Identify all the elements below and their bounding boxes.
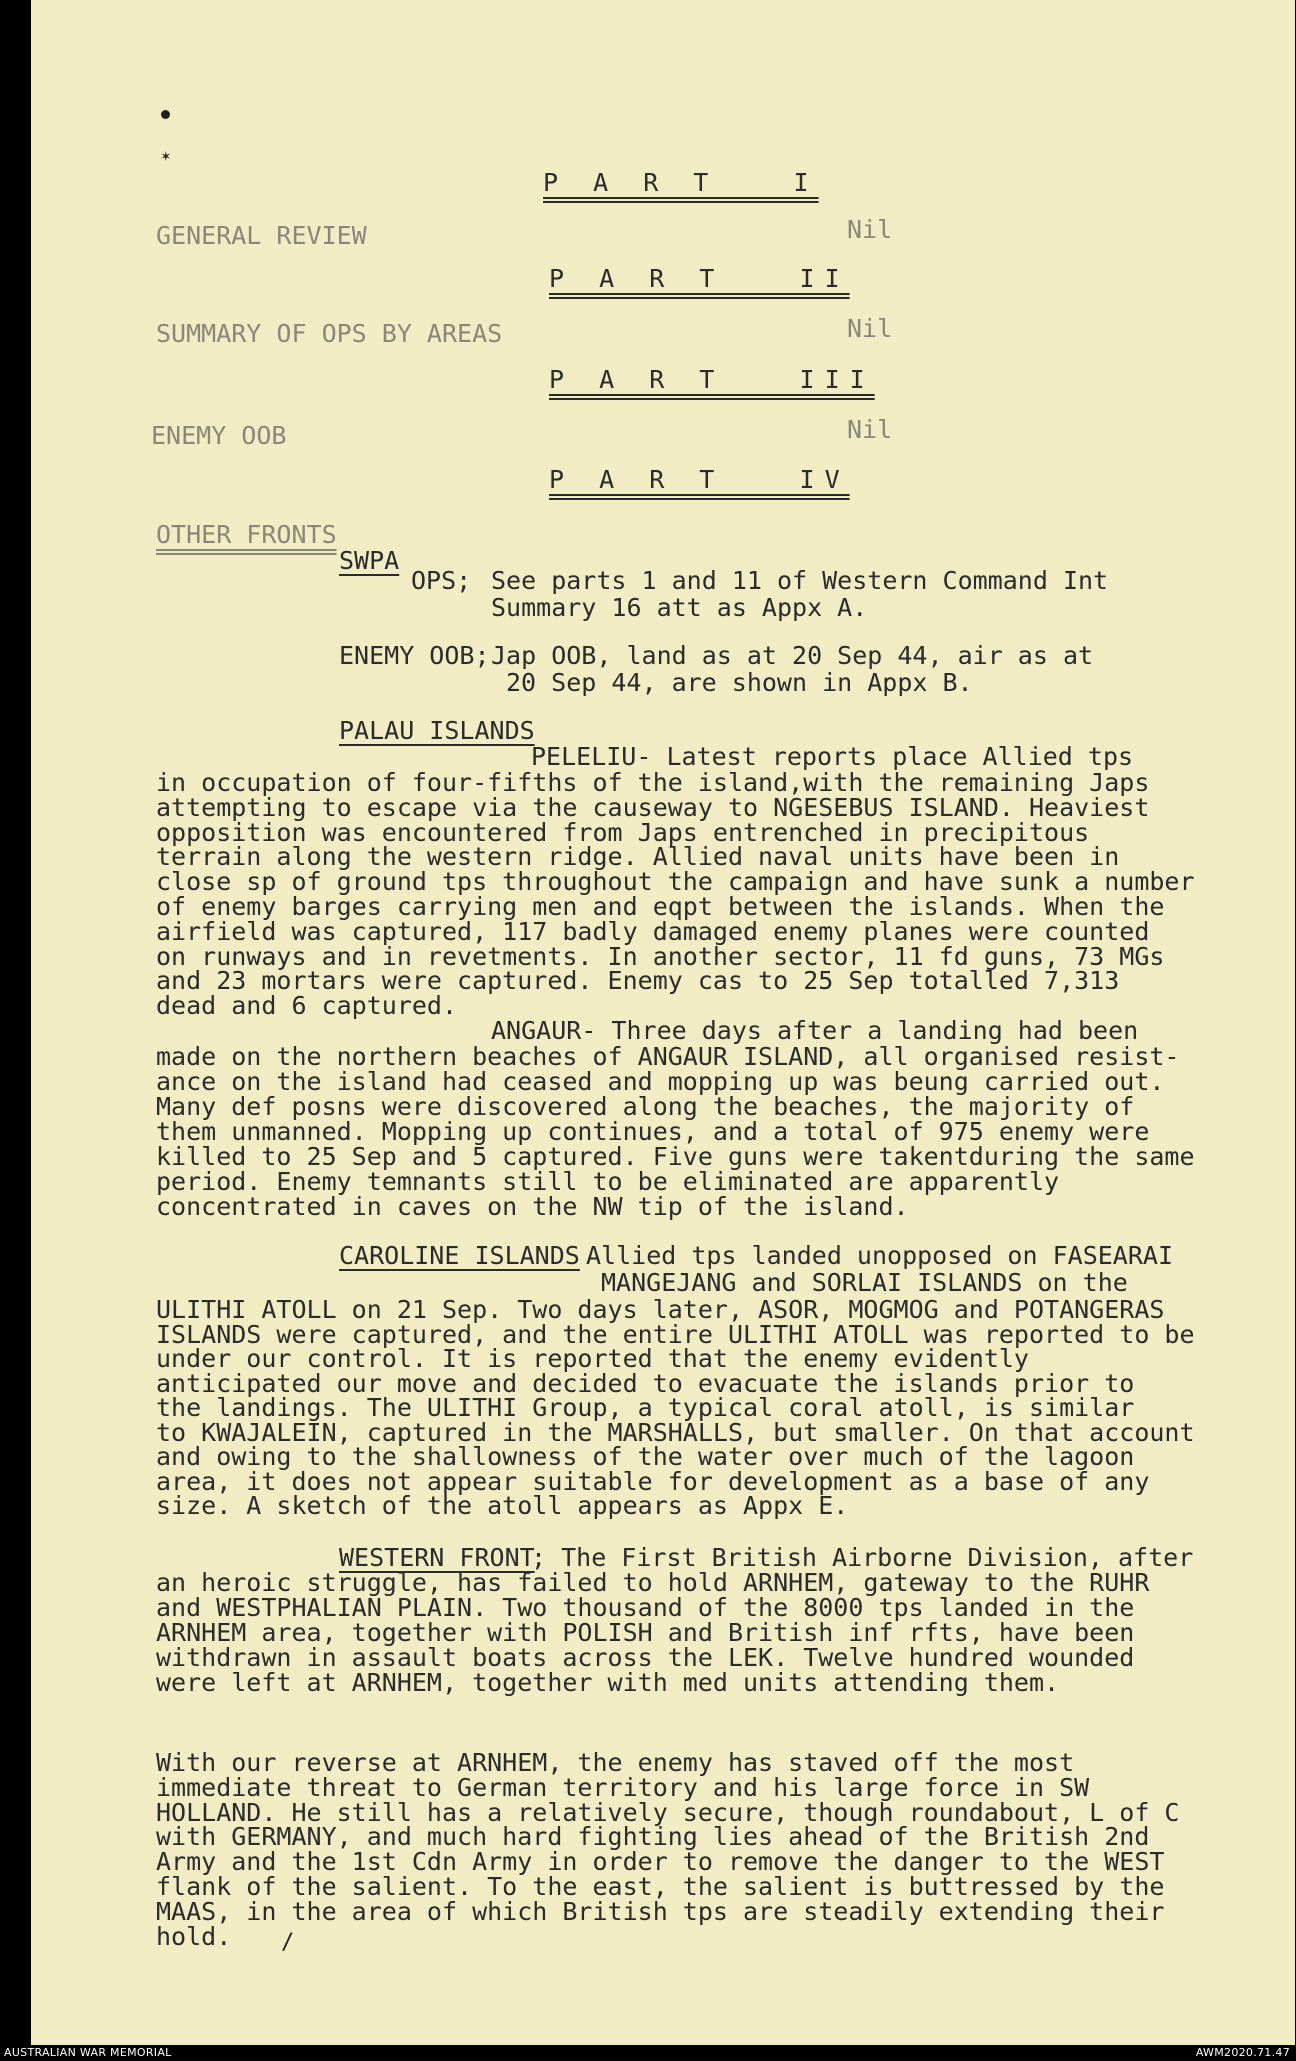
- peleliu-line: close sp of ground tps throughout the campaign and have sunk a number: [156, 867, 1195, 897]
- caroline-line: ULITHI ATOLL on 21 Sep. Two days later, ASOR, MOGMOG and POTANGERAS: [156, 1295, 1165, 1324]
- footer-left-text: AUSTRALIAN WAR MEMORIAL: [4, 2046, 172, 2059]
- western-line: ARNHEM area, together with POLISH and British inf rfts, have been: [156, 1618, 1135, 1647]
- angaur-line: them unmanned. Mopping up continues, and a total of 975 enemy were: [156, 1117, 1150, 1146]
- caroline-line: under our control. It is reported that the enemy evidently: [156, 1344, 1029, 1373]
- palau-heading: PALAU ISLANDS: [339, 716, 535, 745]
- ink-star-mark: ✶: [161, 146, 171, 165]
- peleliu-line: on runways and in revetments. In another sector, 11 fd guns, 73 MGs: [156, 941, 1165, 971]
- caroline-line: ISLANDS were captured, and the entire ULITHI ATOLL was reported to be: [156, 1319, 1195, 1349]
- caroline-first-line: Allied tps landed unopposed on FASEARAI: [586, 1241, 1173, 1270]
- western-line: were left at ARNHEM, together with med units attending them.: [156, 1668, 1060, 1697]
- peleliu-first-line: PELELIU- Latest reports place Allied tps: [531, 742, 1134, 771]
- swpa-heading: SWPA: [339, 546, 400, 575]
- western-line: an heroic struggle, has failed to hold ARNHEM, gateway to the RUHR: [156, 1568, 1150, 1597]
- peleliu-line: of enemy barges carrying men and eqpt between the islands. When the: [156, 892, 1165, 921]
- western-line: immediate threat to German territory and his large force in SW: [156, 1772, 1090, 1802]
- western-line: Army and the 1st Cdn Army in order to remove the danger to the WEST: [156, 1847, 1165, 1877]
- part-3-value: Nil: [847, 415, 893, 444]
- western-line: flank of the salient. To the east, the salient is buttressed by the: [156, 1872, 1165, 1901]
- peleliu-line: in occupation of four-fifths of the island,with the remaining Japs: [156, 768, 1150, 797]
- western-line: MAAS, in the area of which British tps are steadily extending their: [156, 1896, 1165, 1926]
- angaur-first-line: ANGAUR- Three days after a landing had been: [491, 1016, 1139, 1045]
- peleliu-line: dead and 6 captured.: [156, 991, 458, 1021]
- part-1-value: Nil: [847, 215, 893, 244]
- caroline-line: to KWAJALEIN, captured in the MARSHALLS, but smaller. On that account: [156, 1417, 1195, 1447]
- caroline-line: size. A sketch of the atoll appears as Appx E.: [156, 1491, 849, 1520]
- western-heading: WESTERN FRONT: [339, 1543, 535, 1572]
- western-line: hold.: [156, 1921, 232, 1951]
- swpa-oob-line-2: 20 Sep 44, are shown in Appx B.: [506, 668, 973, 697]
- caroline-line: the landings. The ULITHI Group, a typical coral atoll, is similar: [156, 1393, 1135, 1422]
- western-line: and WESTPHALIAN PLAIN. Two thousand of the 8000 tps landed in the: [156, 1593, 1135, 1622]
- peleliu-line: terrain along the western ridge. Allied naval units have been in: [156, 842, 1120, 872]
- peleliu-line: airfield was captured, 117 badly damaged enemy planes were counted: [156, 916, 1150, 946]
- swpa-ops-label: OPS;: [411, 566, 472, 595]
- western-line: HOLLAND. He still has a relatively secure, though roundabout, L of C: [156, 1797, 1180, 1827]
- angaur-line: concentrated in caves on the NW tip of the island.: [156, 1192, 909, 1221]
- peleliu-line: and 23 mortars were captured. Enemy cas to 25 Sep totalled 7,313: [156, 966, 1120, 996]
- caroline-line: and owing to the shallowness of the water over much of the lagoon: [156, 1442, 1135, 1471]
- caroline-line: anticipated our move and decided to evacuate the islands prior to: [156, 1368, 1135, 1398]
- angaur-line: Many def posns were discovered along the beaches, the majority of: [156, 1092, 1135, 1121]
- western-line: With our reverse at ARNHEM, the enemy has staved off the most: [156, 1748, 1075, 1777]
- angaur-line: made on the northern beaches of ANGAUR ISLAND, all organised resist-: [156, 1042, 1180, 1071]
- caroline-line: area, it does not appear suitable for development as a base of any: [156, 1466, 1150, 1496]
- part-2-heading: P A R T II: [549, 264, 850, 293]
- caroline-second-line: MANGEJANG and SORLAI ISLANDS on the: [601, 1268, 1128, 1297]
- part-1-label: GENERAL REVIEW: [156, 221, 367, 250]
- part-2-value: Nil: [847, 314, 893, 343]
- swpa-oob-line-1: Jap OOB, land as at 20 Sep 44, air as at: [491, 641, 1094, 670]
- pencil-tick-mark: /: [281, 1930, 295, 1955]
- caroline-heading: CAROLINE ISLANDS: [339, 1241, 580, 1270]
- document-page: [31, 0, 1295, 2045]
- part-2-label: SUMMARY OF OPS BY AREAS: [156, 319, 503, 348]
- part-3-label: ENEMY OOB: [151, 421, 287, 450]
- angaur-line: period. Enemy temnants still to be eliminated are apparently: [156, 1167, 1060, 1196]
- angaur-line: killed to 25 Sep and 5 captured. Five guns were takentduring the same: [156, 1142, 1195, 1171]
- swpa-ops-line-1: See parts 1 and 11 of Western Command Int: [491, 566, 1109, 595]
- peleliu-line: opposition was encountered from Japs entrenched in precipitous: [156, 817, 1090, 847]
- archive-footer: [0, 2045, 1296, 2061]
- footer-right-text: AWM2020.71.47: [1195, 2046, 1290, 2059]
- part-4-heading: P A R T IV: [549, 465, 850, 494]
- western-line: with GERMANY, and much hard fighting lies ahead of the British 2nd: [156, 1822, 1150, 1852]
- swpa-oob-label: ENEMY OOB;: [339, 641, 490, 670]
- angaur-line: ance on the island had ceased and mopping up was beung carried out.: [156, 1067, 1165, 1096]
- western-line: withdrawn in assault boats across the LEK. Twelve hundred wounded: [156, 1643, 1135, 1672]
- part-3-heading: P A R T III: [549, 365, 875, 394]
- ink-blot-mark: [161, 110, 170, 119]
- swpa-ops-line-2: Summary 16 att as Appx A.: [491, 593, 868, 622]
- western-first-line: ; The First British Airborne Division, after: [531, 1543, 1194, 1572]
- part-1-heading: P A R T I: [543, 168, 819, 197]
- other-fronts-heading: OTHER FRONTS: [156, 520, 337, 549]
- peleliu-line: attempting to escape via the causeway to NGESEBUS ISLAND. Heaviest: [156, 792, 1150, 822]
